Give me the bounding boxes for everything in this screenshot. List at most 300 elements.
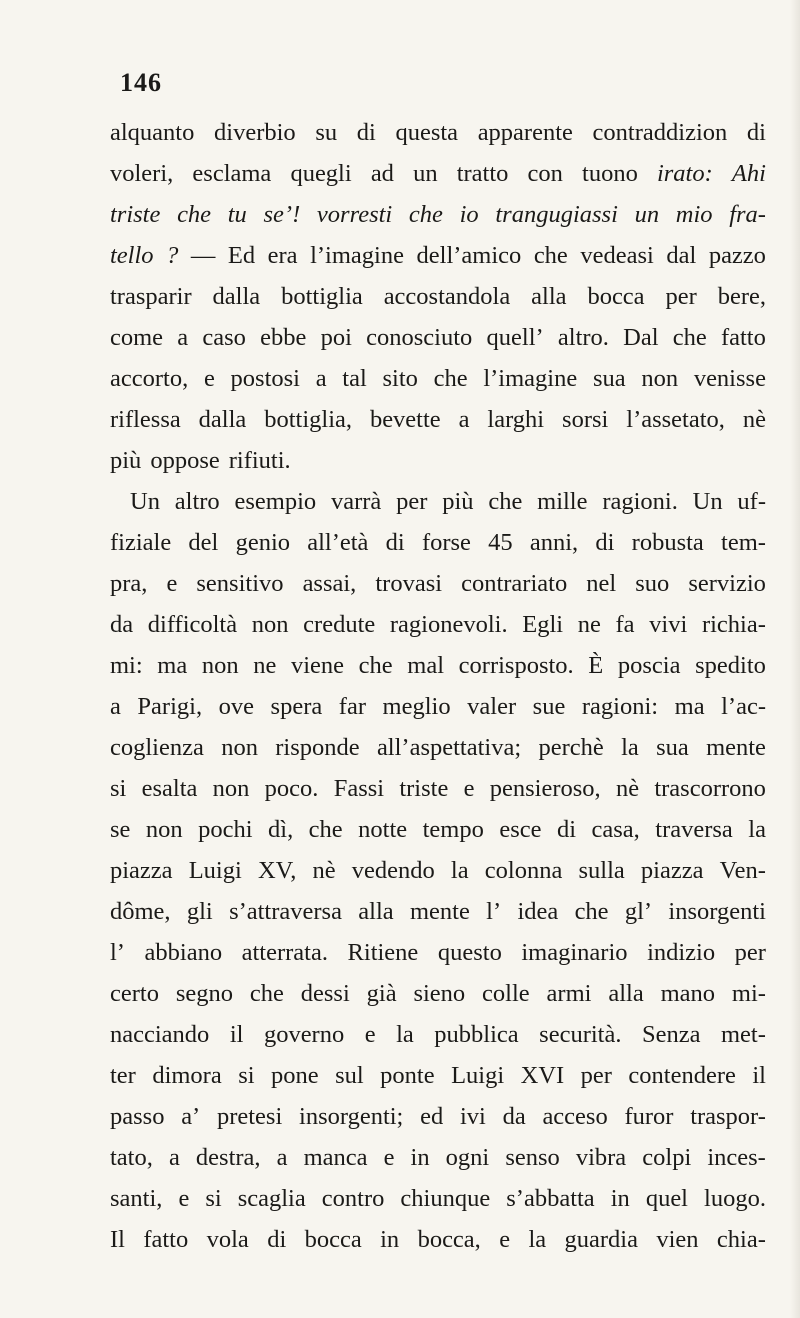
word: si xyxy=(110,775,127,802)
word: a xyxy=(276,1144,288,1171)
word: ? xyxy=(166,242,179,269)
word: vola xyxy=(206,1226,249,1253)
word: servizio xyxy=(688,570,766,597)
word: dell’amico xyxy=(416,242,522,269)
word: oppose xyxy=(150,447,220,474)
word: vedendo xyxy=(351,857,435,884)
word: ne xyxy=(577,611,601,638)
word: s’abbatta xyxy=(506,1185,595,1212)
word: a xyxy=(110,693,121,720)
word: notte xyxy=(358,816,408,843)
word: vorresti xyxy=(316,201,393,228)
word: l’ xyxy=(486,898,502,925)
word: trovasi xyxy=(375,570,443,597)
word: la xyxy=(450,857,469,884)
word: il xyxy=(752,1062,766,1089)
page-number: 146 xyxy=(120,68,162,97)
word: mille xyxy=(537,488,588,515)
word: scaglia xyxy=(237,1185,306,1212)
word: coglienza xyxy=(110,734,204,761)
text-line xyxy=(110,809,766,850)
word: ne xyxy=(253,652,277,679)
word: acceso xyxy=(542,1103,608,1130)
word: bottiglia, xyxy=(264,406,353,433)
word: a xyxy=(177,324,189,351)
word: dì, xyxy=(268,816,294,843)
text-line xyxy=(110,604,766,645)
text-line xyxy=(110,235,766,276)
word: bocca, xyxy=(417,1226,481,1253)
text-line xyxy=(110,317,766,358)
word: fatto xyxy=(143,1226,189,1253)
text-line xyxy=(110,153,766,194)
text-line xyxy=(110,522,766,563)
word: passo xyxy=(110,1103,165,1130)
word: mi: xyxy=(110,652,143,679)
text-line xyxy=(110,481,766,522)
word: pretesi xyxy=(216,1103,283,1130)
word: che xyxy=(488,488,523,515)
word: trasparir xyxy=(110,283,192,310)
word: imaginario xyxy=(521,939,628,966)
word: alquanto xyxy=(110,119,195,146)
word: chia- xyxy=(716,1226,766,1253)
word: piazza xyxy=(110,857,173,884)
word: più xyxy=(442,488,474,515)
word: dalla xyxy=(198,406,247,433)
word: venisse xyxy=(693,365,766,392)
word: XVI xyxy=(520,1062,565,1089)
word: armi xyxy=(546,980,592,1007)
text-line xyxy=(110,399,766,440)
word: nacciando xyxy=(110,1021,210,1048)
word: perchè xyxy=(538,734,604,761)
word: tempo xyxy=(422,816,484,843)
word: XV, xyxy=(257,857,297,884)
word: ove xyxy=(218,693,254,720)
word: Dal xyxy=(623,324,659,351)
word: mente xyxy=(706,734,766,761)
word: l’ xyxy=(110,939,125,966)
word: alla xyxy=(531,283,567,310)
word: che xyxy=(408,201,443,228)
word: sensitivo xyxy=(196,570,284,597)
word: securità. xyxy=(539,1021,622,1048)
word: un xyxy=(413,160,438,187)
word: all’aspettativa; xyxy=(376,734,522,761)
word: che xyxy=(533,242,568,269)
word: di xyxy=(385,529,405,556)
word: sorsi xyxy=(562,406,609,433)
word: tato, xyxy=(110,1144,153,1171)
word: valer xyxy=(467,693,517,720)
word: far xyxy=(338,693,366,720)
word: idea xyxy=(517,898,559,925)
word: casa, xyxy=(591,816,640,843)
word: di xyxy=(595,529,615,556)
word: si xyxy=(238,1062,255,1089)
word: a xyxy=(458,406,470,433)
word: trangugiassi xyxy=(495,201,618,228)
word: se xyxy=(110,816,131,843)
word: nel xyxy=(586,570,617,597)
word: era xyxy=(267,242,298,269)
word: gli xyxy=(186,898,213,925)
word: bevette xyxy=(369,406,441,433)
word: vedeasi xyxy=(580,242,654,269)
word: a xyxy=(315,365,327,392)
word: vien xyxy=(656,1226,699,1253)
word: da xyxy=(502,1103,526,1130)
word: bere, xyxy=(717,283,766,310)
word: quegli xyxy=(290,160,352,187)
word: nè xyxy=(742,406,766,433)
word: di xyxy=(356,119,376,146)
word: viene xyxy=(290,652,345,679)
word: si xyxy=(205,1185,222,1212)
word: che xyxy=(433,365,468,392)
word: piazza xyxy=(640,857,704,884)
text-line xyxy=(110,1096,766,1137)
word: che xyxy=(177,201,212,228)
word: uf- xyxy=(737,488,766,515)
word: forse xyxy=(421,529,471,556)
word: contraddizion xyxy=(592,119,728,146)
word: nè xyxy=(312,857,336,884)
word: ragionevoli. xyxy=(389,611,508,638)
word: insorgenti xyxy=(668,898,766,925)
text-line xyxy=(110,686,766,727)
word: la xyxy=(528,1226,547,1253)
word: Ven- xyxy=(719,857,766,884)
word: ragioni. xyxy=(602,488,678,515)
word: tello xyxy=(110,242,154,269)
word: apparente xyxy=(477,119,573,146)
word: sua xyxy=(592,365,626,392)
word: conosciuto xyxy=(366,324,473,351)
word: bocca xyxy=(587,283,645,310)
word: nè xyxy=(615,775,640,802)
word: questa xyxy=(395,119,459,146)
text-line xyxy=(110,973,766,1014)
word: tem- xyxy=(721,529,766,556)
word: per xyxy=(396,488,428,515)
word: quell’ xyxy=(486,324,544,351)
word: sue xyxy=(532,693,566,720)
word: l’ac- xyxy=(721,693,766,720)
text-line xyxy=(110,1014,766,1055)
word: bottiglia xyxy=(281,283,363,310)
word: dal xyxy=(666,242,697,269)
word: — xyxy=(190,242,216,269)
word: caso xyxy=(202,324,246,351)
text-line xyxy=(110,276,766,317)
word: colpi xyxy=(642,1144,692,1171)
word: all’età xyxy=(307,529,369,556)
word: Luigi xyxy=(451,1062,505,1089)
word: ma xyxy=(157,652,188,679)
word: senso xyxy=(505,1144,560,1171)
word: postosi xyxy=(230,365,300,392)
word: chiunque xyxy=(400,1185,491,1212)
word: varrà xyxy=(330,488,382,515)
word: accostandola xyxy=(383,283,511,310)
word: mio xyxy=(675,201,713,228)
text-line xyxy=(110,194,766,235)
text-line xyxy=(110,563,766,604)
word: la xyxy=(621,734,639,761)
word: Un xyxy=(692,488,723,515)
word: Un xyxy=(130,488,160,515)
word: ebbe xyxy=(260,324,307,351)
word: la xyxy=(396,1021,414,1048)
word: contrariato xyxy=(461,570,568,597)
word: poi xyxy=(320,324,352,351)
word: e xyxy=(178,1185,190,1212)
word: segno xyxy=(175,980,234,1007)
word: in xyxy=(610,1185,630,1212)
word: non xyxy=(641,365,679,392)
word: colonna xyxy=(484,857,563,884)
word: Egli xyxy=(522,611,564,638)
word: che xyxy=(574,898,609,925)
word: in xyxy=(380,1226,400,1253)
word: Ritiene xyxy=(347,939,419,966)
word: ma xyxy=(674,693,705,720)
word: che xyxy=(358,652,393,679)
word: pensieroso, xyxy=(489,775,601,802)
word: luogo. xyxy=(704,1185,766,1212)
page-edge-shadow xyxy=(790,0,800,1318)
word: in xyxy=(410,1144,430,1171)
word: già xyxy=(366,980,397,1007)
word: accorto, xyxy=(110,365,189,392)
text-line xyxy=(110,440,766,481)
word: meglio xyxy=(382,693,451,720)
text-line xyxy=(110,112,766,153)
word: pazzo xyxy=(708,242,766,269)
word: sua xyxy=(656,734,689,761)
word: sul xyxy=(335,1062,364,1089)
word: non xyxy=(251,611,289,638)
word: non xyxy=(201,652,239,679)
word: gl’ xyxy=(624,898,653,925)
word: più xyxy=(110,447,142,474)
word: a xyxy=(168,1144,180,1171)
text-line xyxy=(110,1219,766,1260)
word: esclama xyxy=(192,160,272,187)
word: spedito xyxy=(695,652,766,679)
word: certo xyxy=(110,980,159,1007)
text-line xyxy=(110,891,766,932)
text-line xyxy=(110,727,766,768)
word: robusta xyxy=(631,529,704,556)
word: di xyxy=(746,119,766,146)
word: sulla xyxy=(578,857,625,884)
word: sieno xyxy=(413,980,466,1007)
word: richia- xyxy=(701,611,766,638)
text-line xyxy=(110,645,766,686)
text-line xyxy=(110,1178,766,1219)
word: tratto xyxy=(456,160,509,187)
word: credute xyxy=(303,611,376,638)
word: suo xyxy=(635,570,670,597)
word: ogni xyxy=(445,1144,490,1171)
text-line xyxy=(110,358,766,399)
word: esce xyxy=(499,816,542,843)
word: rifiuti. xyxy=(228,447,291,474)
word: che xyxy=(672,324,707,351)
word: mal xyxy=(407,652,445,679)
word: governo xyxy=(263,1021,345,1048)
word: Senza xyxy=(641,1021,701,1048)
word: e xyxy=(203,365,215,392)
word: dimora xyxy=(152,1062,222,1089)
word: larghi xyxy=(487,406,545,433)
word: Ed xyxy=(227,242,256,269)
word: assai, xyxy=(302,570,357,597)
word: santi, xyxy=(110,1185,163,1212)
word: atterrata. xyxy=(241,939,328,966)
word: pochi xyxy=(198,816,253,843)
word: non xyxy=(145,816,183,843)
word: e xyxy=(166,570,178,597)
word: dalla xyxy=(212,283,261,310)
word: ad xyxy=(370,160,394,187)
word: trascorrono xyxy=(654,775,766,802)
word: sito xyxy=(382,365,418,392)
word: tu xyxy=(227,201,247,228)
word: per xyxy=(580,1062,612,1089)
word: Ahi xyxy=(731,160,766,187)
word: dôme, xyxy=(110,898,171,925)
word: poscia xyxy=(617,652,681,679)
word: vivi xyxy=(649,611,688,638)
word: ivi xyxy=(459,1103,486,1130)
word: poco. xyxy=(264,775,319,802)
word: Fassi xyxy=(333,775,385,802)
word: pubblica xyxy=(434,1021,519,1048)
text-line xyxy=(110,932,766,973)
word: traspor- xyxy=(690,1103,766,1130)
word: l’imagine xyxy=(310,242,404,269)
word: su xyxy=(315,119,338,146)
word: difficoltà xyxy=(147,611,238,638)
word: per xyxy=(734,939,766,966)
word: che xyxy=(249,980,284,1007)
word: esalta xyxy=(141,775,198,802)
word: con xyxy=(527,160,563,187)
word: anni, xyxy=(529,529,579,556)
text-line xyxy=(110,850,766,891)
word: e xyxy=(383,1144,395,1171)
word: 45 xyxy=(488,529,513,556)
word: a’ xyxy=(181,1103,201,1130)
word: di xyxy=(267,1226,287,1253)
word: tuono xyxy=(582,160,638,187)
word: questo xyxy=(437,939,502,966)
word: irato: xyxy=(656,160,713,187)
word: ponte xyxy=(380,1062,435,1089)
word: spera xyxy=(270,693,323,720)
word: se’! xyxy=(263,201,301,228)
word: s’attraversa xyxy=(229,898,342,925)
word: Il xyxy=(110,1226,125,1253)
word: destra, xyxy=(195,1144,261,1171)
word: come xyxy=(110,324,164,351)
word: ter xyxy=(110,1062,136,1089)
text-line xyxy=(110,768,766,809)
word: triste xyxy=(110,201,161,228)
word: per xyxy=(665,283,697,310)
word: il xyxy=(229,1021,244,1048)
text-line xyxy=(110,1055,766,1096)
word: contendere xyxy=(628,1062,736,1089)
word: manca xyxy=(303,1144,368,1171)
word: Parigi, xyxy=(137,693,203,720)
word: colle xyxy=(482,980,530,1007)
word: di xyxy=(556,816,577,843)
word: abbiano xyxy=(144,939,223,966)
word: del xyxy=(188,529,219,556)
word: fa xyxy=(615,611,635,638)
word: esempio xyxy=(234,488,317,515)
word: pone xyxy=(271,1062,319,1089)
word: ed xyxy=(420,1103,444,1130)
word: diverbio xyxy=(214,119,296,146)
word: io xyxy=(459,201,479,228)
word: tal xyxy=(342,365,367,392)
word: bocca xyxy=(304,1226,362,1253)
word: e xyxy=(463,775,475,802)
word: corrisposto. xyxy=(458,652,574,679)
word: contro xyxy=(321,1185,385,1212)
word: furor xyxy=(624,1103,674,1130)
word: fiziale xyxy=(110,529,172,556)
word: fatto xyxy=(720,324,766,351)
word: Luigi xyxy=(188,857,242,884)
text-line xyxy=(110,1137,766,1178)
word: dessi xyxy=(300,980,350,1007)
word: pra, xyxy=(110,570,148,597)
word: genio xyxy=(235,529,291,556)
word: alla xyxy=(608,980,644,1007)
word: mano xyxy=(660,980,716,1007)
word: guardia xyxy=(564,1226,638,1253)
word: inces- xyxy=(707,1144,766,1171)
word: triste xyxy=(399,775,449,802)
word: e xyxy=(499,1226,511,1253)
word: fra- xyxy=(729,201,766,228)
word: vibra xyxy=(575,1144,627,1171)
word: mente xyxy=(409,898,470,925)
word: voleri, xyxy=(110,160,174,187)
word: ragioni: xyxy=(581,693,659,720)
word: traversa xyxy=(655,816,733,843)
word: insorgenti; xyxy=(299,1103,404,1130)
word: l’imagine xyxy=(483,365,578,392)
word: È xyxy=(588,652,604,679)
word: indizio xyxy=(647,939,716,966)
word: quel xyxy=(645,1185,688,1212)
word: l’assetato, xyxy=(626,406,725,433)
word: la xyxy=(748,816,766,843)
word: non xyxy=(221,734,258,761)
word: altro xyxy=(174,488,220,515)
word: met- xyxy=(720,1021,766,1048)
word: mi- xyxy=(731,980,766,1007)
body-text xyxy=(110,112,766,1260)
